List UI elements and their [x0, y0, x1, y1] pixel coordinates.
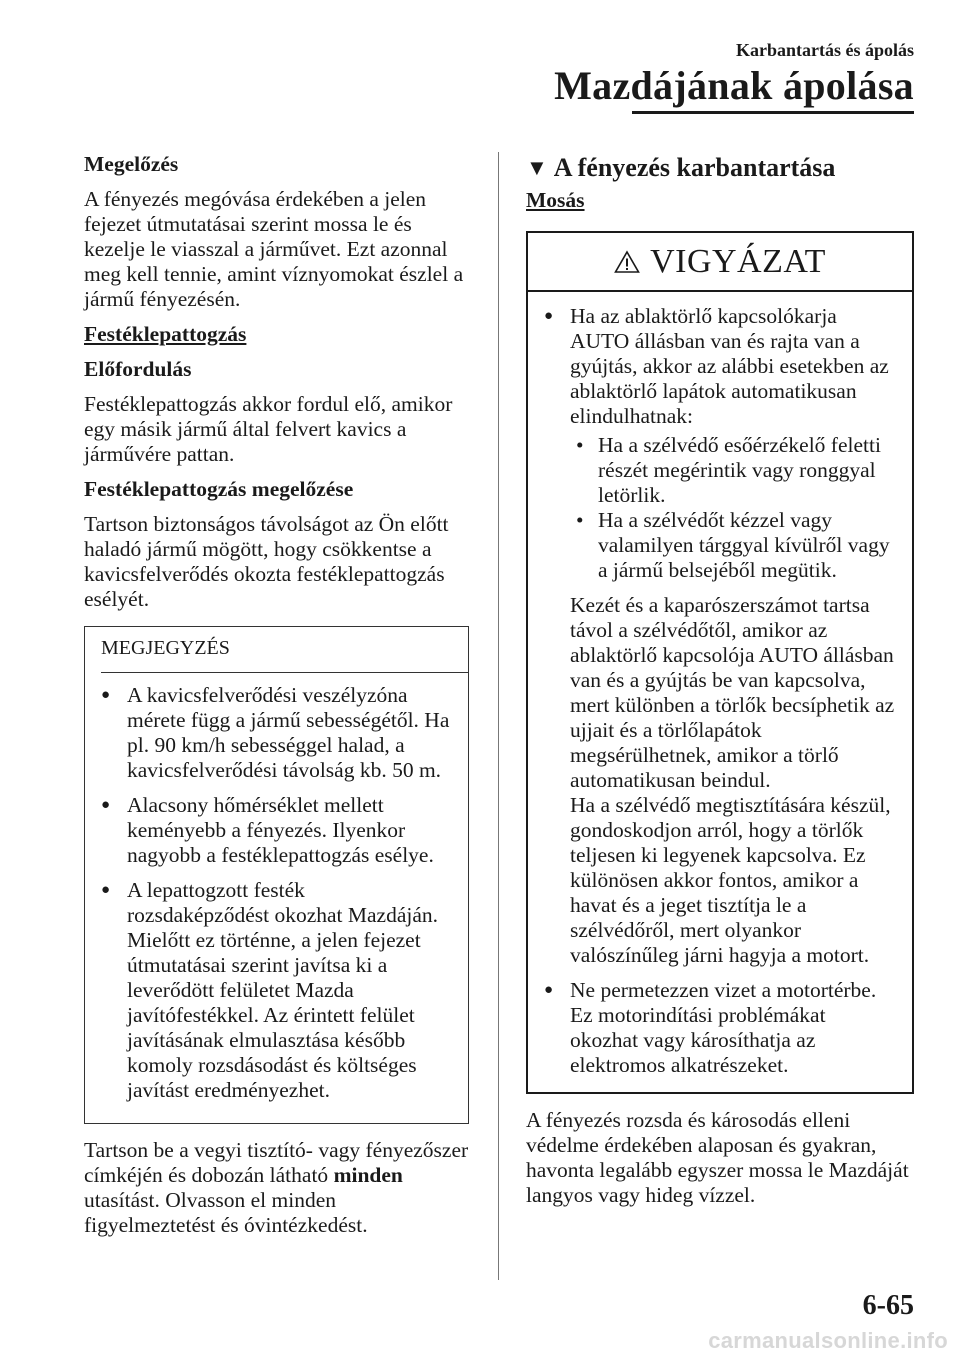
note-title: MEGJEGYZÉS — [101, 637, 230, 659]
warning-sub-bullet-text: Ha a szélvédő esőérzékelő feletti részét megérintik vagy ronggyal letörlik. — [598, 433, 881, 507]
prevention-heading: Megelőzés — [84, 152, 179, 176]
intro-paragraph: A fényezés megóvása érdekében a jelen fejezet útmutatásai szerint mossa le és kezelje le viasszal a járművet. Ezt azonnal meg kell tennie, amint víznyomokat észlel a jármű fényezésén. — [84, 187, 464, 311]
bullet-icon: ● — [544, 308, 554, 324]
header-rule — [632, 111, 914, 114]
dot-icon: • — [576, 433, 584, 457]
section-title — [526, 152, 914, 184]
section-header: Karbantartás és ápolás — [735, 40, 914, 60]
warning-box — [526, 231, 914, 1094]
warning-triangle-icon — [614, 250, 640, 274]
closing-text-start: Tartson be a vegyi tisztító- vagy fényezőszer címkéjén és dobozán látható — [84, 1138, 469, 1187]
chip-prevention-heading: Festéklepattogzás megelőzése — [84, 477, 354, 501]
occurrence-paragraph: Festéklepattogzás akkor fordul elő, amikor egy másik jármű által felvert kavics a járművére pattan. — [84, 392, 453, 466]
bullet-icon: ● — [101, 687, 111, 703]
closing-bold-word: minden — [333, 1163, 403, 1187]
note-body — [85, 673, 468, 1123]
note-box — [84, 626, 469, 1124]
warning-title: VIGYÁZAT — [650, 243, 826, 280]
closing-paragraph — [84, 1138, 469, 1238]
bullet-icon: ● — [101, 882, 111, 898]
triangle-down-icon: ▼ — [526, 155, 548, 180]
note-bullet-text: A lepattogzott festék rozsdaképződést okozhat Mazdáján. Mielőtt ez történne, a jelen fejezet útmutatásai szerint javítsa ki a leverődött felületet Mazda javítófestékkel. Az érintett felület javításának elmulasztása később komoly rozsdásodást és költséges javítást eredményezhet. — [127, 878, 439, 1102]
warning-bullet-content — [570, 304, 896, 968]
warning-paragraph: Ha a szélvédő megtisztítására készül, gondoskodjon arról, hogy a törlők teljesen ki legyenek kapcsolva. Ez különösen akkor fontos, amikor a havat és a jeget tisztítja le a szélvédőről, mert olyankor valószínűleg járni hagyja a motort. — [570, 793, 891, 967]
left-column — [84, 152, 469, 1248]
warning-sub-bullet-text: Ha a szélvédőt kézzel vagy valamilyen tárggyal kívülről vagy a jármű belsejéből megütik. — [598, 508, 890, 582]
note-bullet-text: A kavicsfelverődési veszélyzóna mérete függ a jármű sebességétől. Ha pl. 90 km/h sebességgel halad, a kavicsfelverődési távolság kb. 50 m. — [127, 683, 450, 782]
right-column — [526, 152, 914, 1218]
warning-bullet-text: Ne permetezzen vizet a motortérbe. Ez motorindítási problémákat okozhat vagy károsíthatja az elektromos alkatrészeket. — [570, 978, 877, 1077]
page-title: Mazdájának ápolása — [554, 63, 914, 108]
note-bullet — [101, 878, 452, 1103]
section-title-text: A fényezés karbantartása — [553, 153, 836, 182]
page-number: 6-65 — [862, 1290, 914, 1321]
occurrence-heading: Előfordulás — [84, 357, 192, 381]
column-divider — [498, 152, 499, 1280]
bullet-icon: ● — [101, 797, 111, 813]
dot-icon: • — [576, 508, 584, 532]
warning-sub-bullet — [576, 508, 896, 583]
bullet-icon: ● — [544, 982, 554, 998]
warning-sub-bullet — [576, 433, 896, 508]
note-bullet — [101, 683, 452, 783]
watermark: carmanualsonline.info — [708, 1328, 948, 1353]
closing-text-end: utasítást. Olvasson el minden figyelmeztetést és óvintézkedést. — [84, 1188, 368, 1237]
chipping-heading: Festéklepattogzás — [84, 322, 247, 346]
warning-bullet — [544, 304, 896, 968]
warning-sub-list — [576, 433, 896, 583]
warning-body — [528, 292, 912, 1092]
note-bullet-text: Alacsony hőmérséklet mellett keményebb a fényezés. Ilyenkor nagyobb a festéklepattogzás esélye. — [127, 793, 434, 867]
washing-paragraph: A fényezés rozsda és károsodás elleni védelme érdekében alaposan és gyakran, havonta legalább egyszer mossa le Mazdáját langyos vagy hideg vízzel. — [526, 1108, 909, 1207]
warning-paragraph: Kezét és a kaparószerszámot tartsa távol a szélvédőtől, amikor az ablaktörlő kapcsolója AUTO állásban van és a gyújtás be van kapcsolva, mert különben a törlők becsíphetik az ujjait és a törlőlapátok megsérülhetnek, amikor a törlő automatikusan beindul. — [570, 593, 895, 792]
warning-bullet — [544, 978, 896, 1078]
note-bullet — [101, 793, 452, 868]
washing-heading: Mosás — [526, 188, 585, 212]
chip-prevention-paragraph: Tartson biztonságos távolságot az Ön előtt haladó jármű mögött, hogy csökkentse a kavicsfelverődés okozta festéklepattogzás esélyét. — [84, 512, 449, 611]
warning-bullet-text: Ha az ablaktörlő kapcsolókarja AUTO állásban van és rajta van a gyújtás, akkor az alábbi esetekben az ablaktörlő lapátok automatikusan elindulhatnak: — [570, 304, 889, 428]
warning-header — [528, 233, 912, 290]
